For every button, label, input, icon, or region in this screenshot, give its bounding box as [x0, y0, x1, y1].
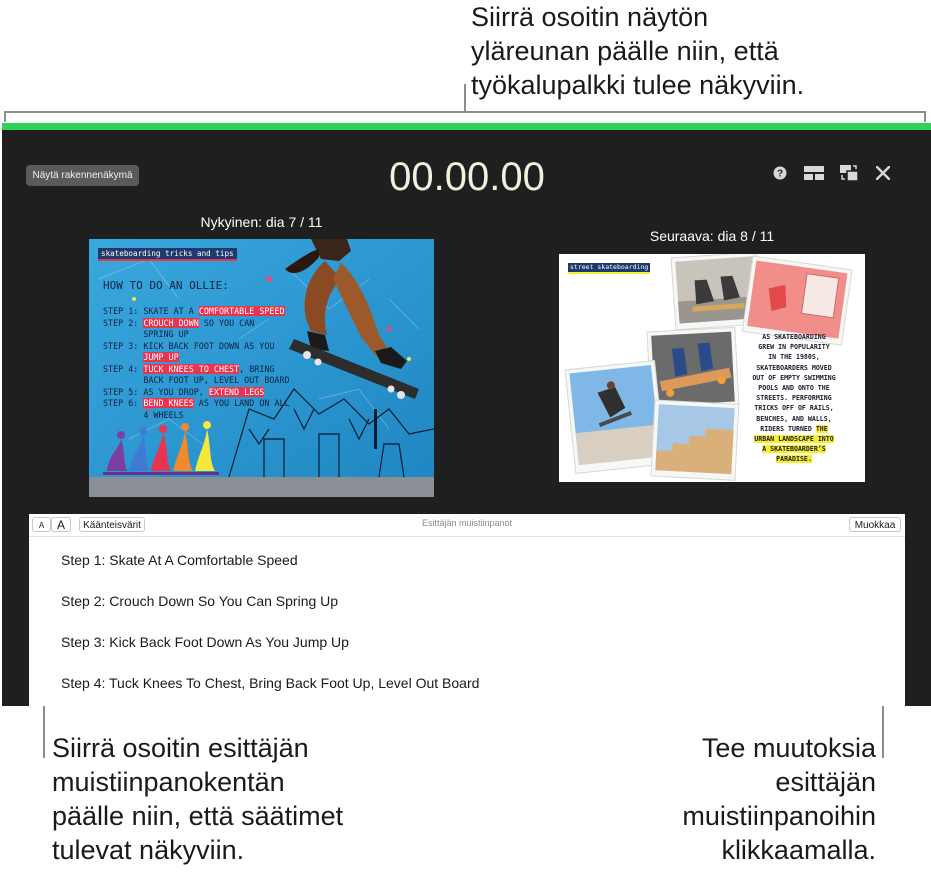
body-text: AS SKATEBOARDING: [762, 333, 826, 341]
next-slide-body-line: [731, 434, 857, 444]
slide-step-text: STEP 1: SKATE AT A: [103, 306, 199, 316]
slide-step-text: AS YOU LAND ON ALL: [193, 398, 290, 408]
increase-font-button[interactable]: A: [51, 517, 71, 532]
swap-displays-icon[interactable]: [838, 165, 860, 181]
callout-line: tulevat näkyviin.: [52, 835, 245, 865]
body-text: RIDERS TURNED: [760, 424, 816, 433]
callout-line: yläreunan päälle niin, että: [471, 36, 779, 66]
slide-step-line: [103, 352, 179, 363]
svg-text:?: ?: [776, 168, 784, 180]
body-text: BENCHES, AND WALLS,: [756, 414, 832, 423]
slide-step-text: STEP 3: KICK BACK FOOT DOWN AS YOU: [103, 340, 275, 351]
body-text: SKATEBOARDERS MOVED: [756, 363, 832, 372]
current-slide-label: Nykyinen: dia 7 / 11: [200, 214, 323, 230]
next-slide-body-line: [731, 414, 857, 424]
next-slide: [559, 254, 865, 482]
body-highlight: A SKATEBOARDER’S: [762, 445, 826, 454]
body-text: TRICKS OFF OF RAILS,: [754, 404, 834, 413]
next-slide-body-line: [731, 373, 857, 383]
slide-step-line: [103, 341, 274, 352]
next-slide-body-line: [731, 444, 857, 454]
body-text: POOLS AND ONTO THE: [758, 384, 830, 392]
next-slide-body-line: [731, 352, 857, 362]
edit-notes-button[interactable]: Muokkaa: [849, 517, 901, 532]
next-slide-body-line: [731, 332, 857, 342]
callout-line: päälle niin, että säätimet: [52, 801, 344, 831]
body-highlight: THE: [815, 424, 828, 433]
slide-step-line: [103, 398, 290, 409]
callout-line: työkalupalkki tulee näkyviin.: [471, 70, 805, 100]
body-text: GREW IN POPULARITY: [758, 343, 830, 352]
slide-step-line: [103, 318, 254, 329]
slide-step-text: SO YOU CAN: [198, 317, 255, 328]
callout-line: Siirrä osoitin näytön: [471, 2, 709, 32]
body-text: STREETS. PERFORMING: [756, 394, 832, 403]
bracket-top-right-tick: [924, 111, 926, 122]
bracket-top-left-tick: [4, 111, 6, 122]
slide-step-text: STEP 6:: [103, 398, 144, 408]
slide-step-highlight: BEND KNEES: [143, 398, 194, 408]
layout-icon[interactable]: [803, 165, 825, 181]
slide-step-line: [103, 364, 274, 375]
callout-line: muistiinpanoihin: [682, 801, 876, 831]
slide-step-line: [103, 410, 184, 421]
body-text: OUT OF EMPTY SWIMMING: [752, 373, 836, 382]
slide-step-line: [103, 306, 285, 317]
next-slide-body-line: [731, 342, 857, 352]
current-slide-tag: skateboarding tricks and tips: [98, 248, 237, 261]
next-slide-label: Seuraava: dia 8 / 11: [649, 228, 775, 244]
callout-line: Siirrä osoitin esittäjän: [52, 733, 309, 763]
next-slide-body-line: [731, 424, 857, 434]
callout-line: Tee muutoksia: [701, 733, 876, 763]
slide-step-text: , BRING: [239, 363, 275, 374]
slide-step-text: STEP 5: AS YOU DROP,: [103, 386, 209, 397]
current-slide: [89, 239, 434, 497]
invert-colors-button[interactable]: Käänteisvärit: [79, 517, 145, 532]
slide-step-highlight: JUMP UP: [143, 352, 179, 362]
decrease-font-button[interactable]: A: [32, 517, 51, 532]
next-slide-tag: street skateboarding: [568, 263, 650, 274]
slide-step-text: 4 WHEELS: [103, 409, 184, 420]
slide-step-text: [103, 352, 143, 362]
callout-line: esittäjän: [775, 767, 876, 797]
slide-step-highlight: CROUCH DOWN: [143, 317, 199, 328]
presenter-display: [2, 123, 931, 706]
callout-line: klikkaamalla.: [721, 835, 876, 865]
bracket-top-leader: [464, 84, 466, 112]
slide-step-text: STEP 4:: [103, 363, 144, 374]
slide-step-text: STEP 2:: [103, 317, 144, 328]
slide-step-text: BACK FOOT UP, LEVEL OUT BOARD: [103, 375, 290, 385]
body-highlight: PARADISE.: [776, 455, 812, 464]
help-icon[interactable]: [772, 165, 788, 181]
slide-step-text: SPRING UP: [103, 329, 189, 339]
next-slide-body-line: [731, 403, 857, 413]
slide-step-line: [103, 329, 189, 340]
note-line: Step 4: Tuck Knees To Chest, Bring Back Foot Up, Level Out Board: [61, 675, 480, 691]
callout-line: muistiinpanokentän: [52, 767, 285, 797]
slide-step-highlight: TUCK KNEES TO CHEST: [143, 363, 240, 374]
toolbar-hover-bar: [2, 123, 931, 130]
slide-step-highlight: COMFORTABLE SPEED: [198, 306, 285, 316]
body-highlight: URBAN LANDSCAPE INTO: [754, 435, 834, 443]
body-text: IN THE 1980S,: [768, 353, 820, 362]
next-slide-body-line: [731, 363, 857, 373]
presenter-notes-panel[interactable]: [29, 514, 905, 706]
presenter-notes-title: Esittäjän muistiinpanot: [421, 518, 513, 528]
timer-display: 00.00.00: [389, 155, 545, 199]
slide-step-line: [103, 375, 290, 386]
note-line: Step 2: Crouch Down So You Can Spring Up: [61, 593, 339, 609]
callout-edit-notes-hint: [682, 731, 876, 867]
close-icon[interactable]: [875, 165, 891, 181]
note-line: Step 3: Kick Back Foot Down As You Jump Up: [61, 634, 349, 650]
note-line: Step 1: Skate At A Comfortable Speed: [61, 552, 298, 568]
next-slide-body-line: [731, 393, 857, 403]
next-slide-body-line: [731, 383, 857, 393]
callout-notes-controls-hint: [52, 731, 343, 867]
notes-toolbar: [29, 514, 905, 537]
show-build-view-button[interactable]: Näytä rakennenäkymä: [26, 165, 139, 186]
current-slide-heading: HOW TO DO AN OLLIE:: [103, 279, 229, 292]
callout-toolbar-hint: [471, 0, 804, 102]
next-slide-body-line: [731, 454, 857, 464]
slide-step-line: [103, 387, 264, 398]
slide-step-highlight: EXTEND LEGS: [208, 386, 265, 397]
